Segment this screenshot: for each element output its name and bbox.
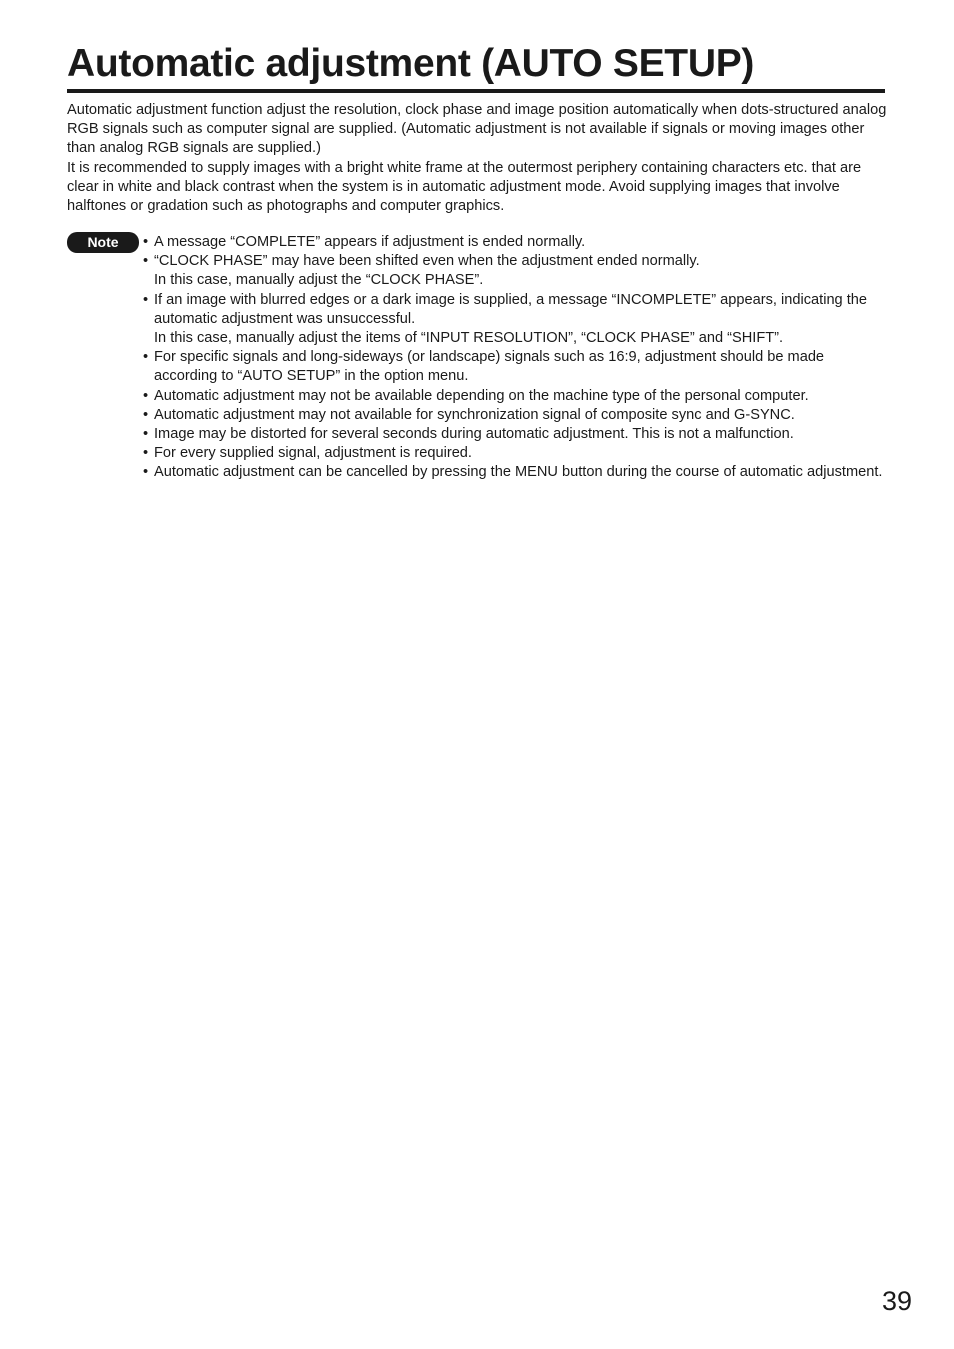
intro-text (67, 101, 887, 216)
note-item (143, 444, 883, 463)
note-text: In this case, manually adjust the “CLOCK PHASE”. (154, 272, 484, 289)
note-badge: Note (67, 232, 139, 253)
note-item (143, 291, 883, 349)
note-text: • A message “COMPLETE” appears if adjustment is ended normally. (154, 234, 586, 250)
page-title: Automatic adjustment (AUTO SETUP) (67, 42, 755, 85)
page-number: 39 (881, 1286, 912, 1316)
note-text: • For specific signals and long-sideways (or landscape) signals such as 16:9, adjustment should be made according to “AUTO SETUP” in the option menu. (154, 349, 825, 385)
title-rule (67, 89, 885, 93)
note-text: • For every supplied signal, adjustment is required. (154, 445, 472, 462)
note-text: • If an image with blurred edges or a dark image is supplied, a message “INCOMPLETE” appears, indicating the automatic adjustment was unsuccessful. (154, 291, 868, 327)
note-text: • Automatic adjustment can be cancelled by pressing the MENU button during the course of automatic adjustment. (154, 464, 883, 481)
note-item (143, 406, 883, 425)
intro-paragraph: Automatic adjustment function adjust the resolution, clock phase and image position automatically when dots-structured analog RGB signals such as computer signal are supplied. (Automatic adjustment is not available if signals or moving images other than analog RGB signals are supplied.) (67, 102, 887, 157)
note-item (143, 387, 883, 406)
note-item (143, 233, 883, 252)
note-item (143, 463, 883, 482)
note-text: • Automatic adjustment may not be available depending on the machine type of the personal computer. (154, 387, 809, 404)
note-text: • Image may be distorted for several seconds during automatic adjustment. This is not a malfunction. (154, 426, 794, 443)
note-text: • Automatic adjustment may not available for synchronization signal of composite sync and G-SYNC. (154, 406, 795, 423)
note-list (143, 233, 883, 483)
note-text: • “CLOCK PHASE” may have been shifted even when the adjustment ended normally. (154, 253, 700, 270)
note-item (143, 348, 883, 386)
note-item (143, 425, 883, 444)
note-item (143, 252, 883, 290)
note-text: In this case, manually adjust the items of “INPUT RESOLUTION”, “CLOCK PHASE” and “SHIFT”. (154, 330, 784, 347)
intro-paragraph: It is recommended to supply images with a bright white frame at the outermost periphery containing characters etc. that are clear in white and black contrast when the system is in automatic adjustment mode. Avoid supplying images that involve halftones or gradation such as photographs and computer graphics. (67, 159, 862, 215)
